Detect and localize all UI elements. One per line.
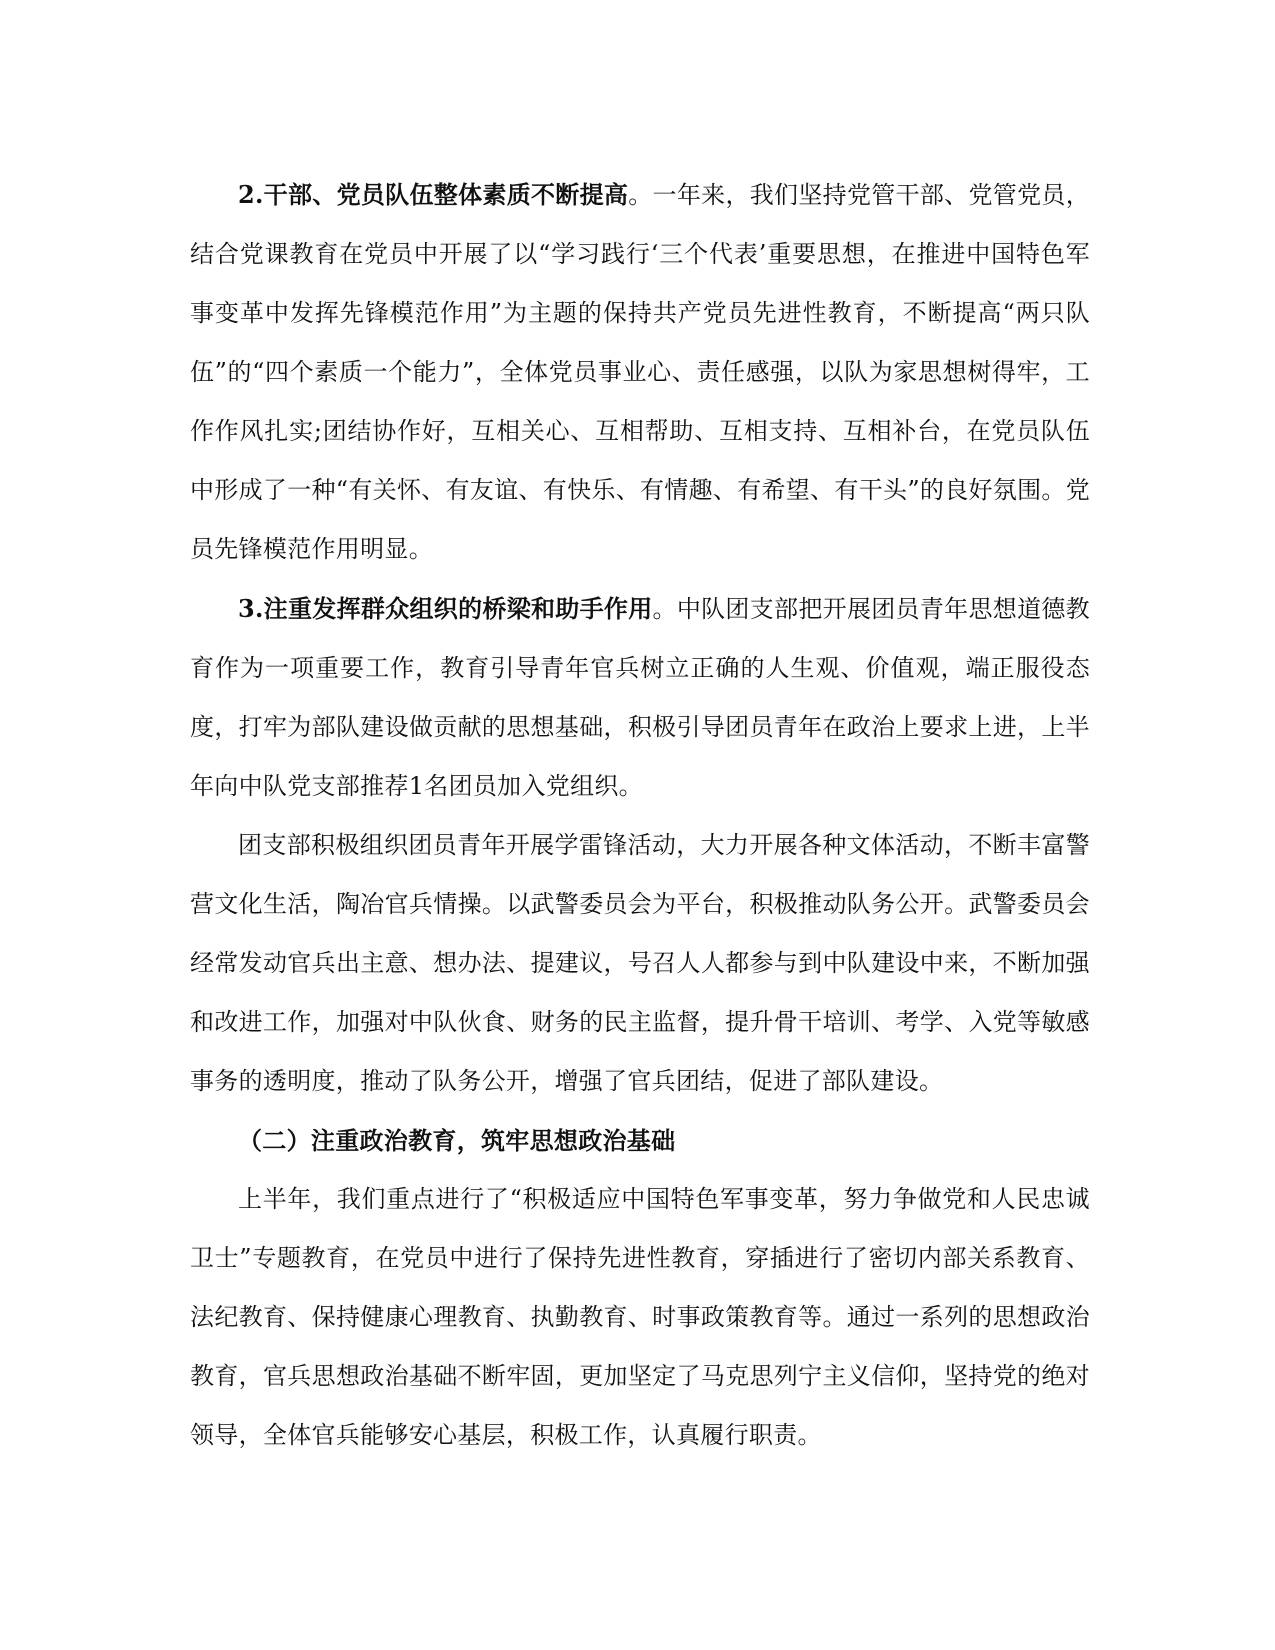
paragraph-text: 。一年来，我们坚持党管干部、党管党员，结合党课教育在党员中开展了以“学习践行‘三个代表’重要思想，在推进中国特色军事变革中发挥先锋模范作用”为主题的保持共产党员先进性教育，不断提高“两只队伍”的“四个素质一个能力”，全体党员事业心、责任感强，以队为家思想树得牢，工作作风扎实;团结协作好，互相关心、互相帮助、互相支持、互相补台，在党员队伍中形成了一种“有关怀、有友谊、有快乐、有情趣、有希望、有干头”的良好氛围。党员先锋模范作用明显。 [190, 181, 1091, 563]
paragraph-league-activities [190, 816, 1090, 1111]
paragraph-text: 上半年，我们重点进行了“积极适应中国特色军事变革，努力争做党和人民忠诚卫士”专题教育，在党员中进行了保持先进性教育，穿插进行了密切内部关系教育、法纪教育、保持健康心理教育、执勤教育、时事政策教育等。通过一系列的思想政治教育，官兵思想政治基础不断牢固，更加坚定了马克思列宁主义信仰，坚持党的绝对领导，全体官兵能够安心基层，积极工作，认真履行职责。 [190, 1185, 1090, 1449]
paragraph-lead-heading: 3.注重发挥群众组织的桥梁和助手作用 [238, 594, 653, 623]
section-heading-political-education: （二）注重政治教育，筑牢思想政治基础 [238, 1126, 676, 1155]
document-body [190, 165, 1090, 1465]
paragraph-cadre-quality [190, 165, 1090, 579]
paragraph-political-education [190, 1170, 1090, 1465]
paragraph-text: 团支部积极组织团员青年开展学雷锋活动，大力开展各种文体活动，不断丰富警营文化生活，陶冶官兵情操。以武警委员会为平台，积极推动队务公开。武警委员会经常发动官兵出主意、想办法、提建议，号召人人都参与到中队建设中来，不断加强和改进工作，加强对中队伙食、财务的民主监督，提升骨干培训、考学、入党等敏感事务的透明度，推动了队务公开，增强了官兵团结，促进了部队建设。 [190, 831, 1090, 1095]
paragraph-mass-organizations [190, 579, 1090, 816]
paragraph-text: 。中队团支部把开展团员青年思想道德教育作为一项重要工作，教育引导青年官兵树立正确的人生观、价值观，端正服役态度，打牢为部队建设做贡献的思想基础，积极引导团员青年在政治上要求上进，上半年向中队党支部推荐1名团员加入党组织。 [190, 595, 1090, 800]
paragraph-lead-heading: 2.干部、党员队伍整体素质不断提高 [238, 180, 629, 209]
